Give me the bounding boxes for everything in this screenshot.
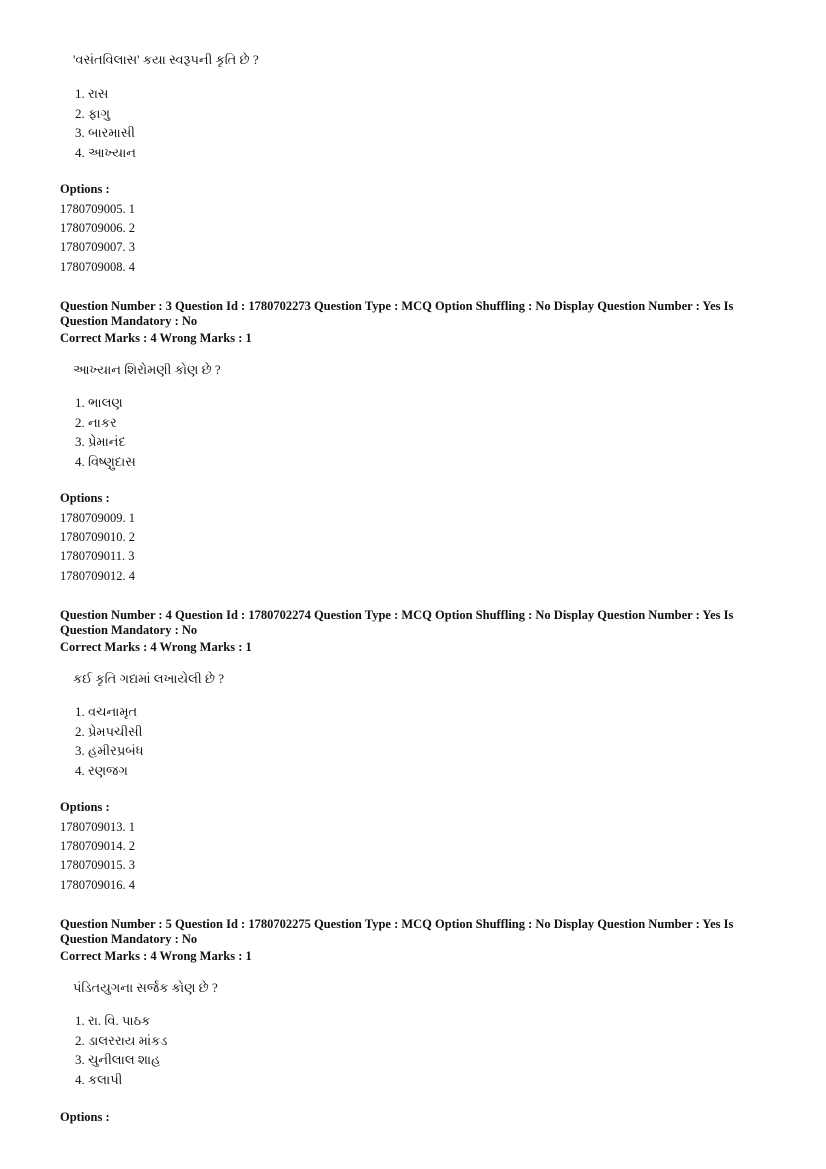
question-marks: Correct Marks : 4 Wrong Marks : 1 xyxy=(60,331,252,345)
option-line: 1780709016. 4 xyxy=(60,877,135,892)
question-text: 'વસંતવિલાસ' કયા સ્વરૂપની કૃતિ છે ? xyxy=(73,52,259,67)
question-block xyxy=(60,980,760,996)
question-block xyxy=(60,362,760,378)
option-line: 1780709006. 2 xyxy=(60,221,135,236)
choice-item: 1. રા. વિ. પાઠક xyxy=(75,1013,151,1028)
question-header xyxy=(60,299,760,346)
question-block xyxy=(60,52,760,68)
question-meta: Question Number : 4 Question Id : 1780702274 Question Type : MCQ Option Shuffling : No Display Question Number : Yes Is Question Mandatory : No xyxy=(60,608,734,637)
option-line: 1780709011. 3 xyxy=(60,549,135,564)
choice-item: 4. રણજગ xyxy=(75,762,128,778)
choice-list xyxy=(60,702,760,780)
question-block xyxy=(60,671,760,687)
option-line: 1780709005. 1 xyxy=(60,202,135,216)
question-text: કઈ કૃતિ ગદ્યમાં લખાયેલી છે ? xyxy=(73,671,224,686)
options-label: Options : xyxy=(60,491,110,505)
choice-item: 1. વચનામૃત xyxy=(75,704,138,719)
question-marks: Correct Marks : 4 Wrong Marks : 1 xyxy=(60,640,252,654)
options-section xyxy=(60,1110,760,1125)
choice-list xyxy=(60,1011,760,1089)
choice-item: 4. કલાપી xyxy=(75,1071,123,1087)
question-header xyxy=(60,608,760,655)
option-line: 1780709007. 3 xyxy=(60,240,135,255)
choice-item: 2. પ્રેમપચીસી xyxy=(75,723,143,739)
options-label: Options : xyxy=(60,182,110,196)
option-line: 1780709012. 4 xyxy=(60,568,135,583)
choice-item: 2. નાકર xyxy=(75,414,117,430)
choice-item: 3. ચુનીલાલ શાહ xyxy=(75,1052,161,1067)
choice-list xyxy=(60,84,760,162)
choice-item: 3. હમીરપ્રબંધ xyxy=(75,743,144,758)
choice-item: 4. આખ્યાન xyxy=(75,144,136,160)
choice-item: 1. ભાલણ xyxy=(75,395,123,410)
question-header xyxy=(60,917,760,964)
option-line: 1780709014. 2 xyxy=(60,839,135,854)
option-line: 1780709008. 4 xyxy=(60,259,135,274)
question-meta: Question Number : 5 Question Id : 1780702275 Question Type : MCQ Option Shuffling : No Display Question Number : Yes Is Question Mandatory : No xyxy=(60,917,734,946)
option-line: 1780709009. 1 xyxy=(60,511,135,525)
options-section xyxy=(60,800,760,895)
option-line: 1780709010. 2 xyxy=(60,530,135,545)
choice-item: 2. ડાલરરાય માંકડ xyxy=(75,1032,168,1048)
options-section xyxy=(60,182,760,277)
question-text: પંડિતયુગના સર્જક કોણ છે ? xyxy=(73,980,218,995)
options-section xyxy=(60,491,760,586)
choice-item: 3. બારમાસી xyxy=(75,125,135,140)
question-meta: Question Number : 3 Question Id : 1780702273 Question Type : MCQ Option Shuffling : No Display Question Number : Yes Is Question Mandatory : No xyxy=(60,299,734,328)
choice-item: 2. ફાગુ xyxy=(75,105,110,121)
options-label: Options : xyxy=(60,1110,110,1124)
choice-item: 4. વિષ્ણુદાસ xyxy=(75,453,136,469)
choice-item: 1. રાસ xyxy=(75,86,109,101)
question-text: આખ્યાન શિરોમણી કોણ છે ? xyxy=(73,362,221,377)
question-marks: Correct Marks : 4 Wrong Marks : 1 xyxy=(60,949,252,963)
choice-list xyxy=(60,393,760,471)
choice-item: 3. પ્રેમાનંદ xyxy=(75,434,126,449)
option-line: 1780709013. 1 xyxy=(60,820,135,834)
option-line: 1780709015. 3 xyxy=(60,858,135,873)
options-label: Options : xyxy=(60,800,110,814)
